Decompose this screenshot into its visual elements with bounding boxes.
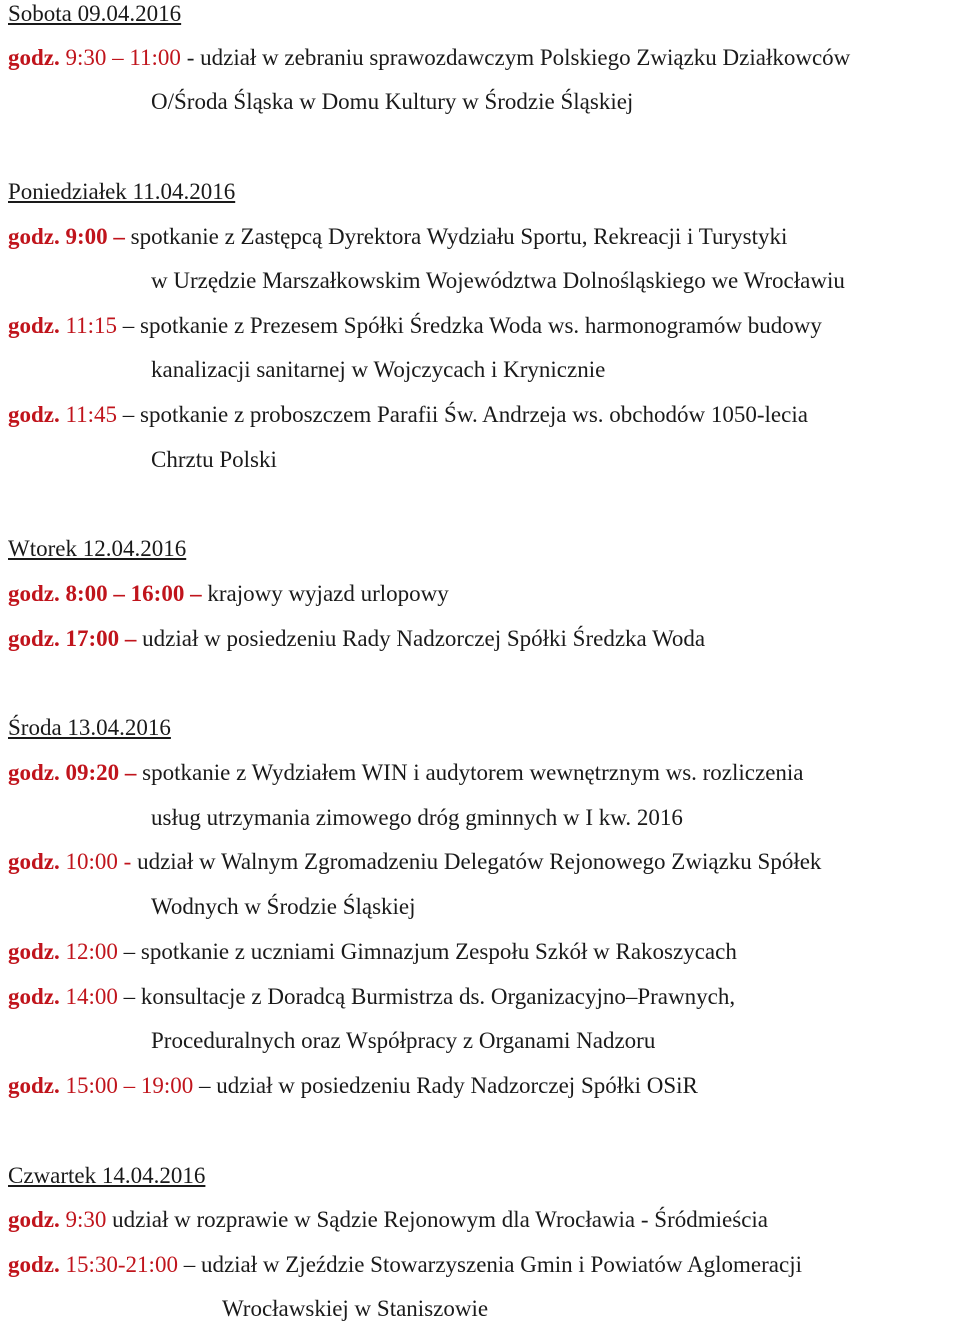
event-continuation: Wodnych w Środzie Śląskiej — [151, 894, 416, 919]
godz-label: godz. — [8, 402, 60, 427]
separator: - — [180, 45, 201, 70]
event-text: konsultacje z Doradcą Burmistrza ds. Organizacyjno–Prawnych, — [140, 984, 736, 1009]
event-line — [8, 627, 705, 650]
event-continuation: Proceduralnych oraz Współpracy z Organami Nadzoru — [151, 1028, 656, 1053]
event-line — [8, 761, 804, 784]
separator: – — [117, 402, 141, 427]
godz-label: godz. — [8, 1073, 60, 1098]
godz-label: godz. — [8, 581, 60, 606]
event-text: spotkanie z proboszczem Parafii Św. Andrzeja ws. obchodów 1050-lecia — [140, 402, 808, 427]
event-text: krajowy wyjazd urlopowy — [207, 581, 449, 606]
event-continuation: kanalizacji sanitarnej w Wojczycach i Krynicznie — [151, 357, 606, 382]
event-text: spotkanie z Zastępcą Dyrektora Wydziału Sportu, Rekreacji i Turystyki — [130, 224, 788, 249]
event-text: spotkanie z Wydziałem WIN i audytorem wewnętrznym ws. rozliczenia — [142, 760, 804, 785]
event-time: 9:30 – 11:00 — [65, 45, 181, 70]
separator: – — [117, 939, 141, 964]
separator: – — [177, 1252, 201, 1277]
event-line — [8, 985, 735, 1008]
event-text: udział w posiedzeniu Rady Nadzorczej Spółki OSiR — [216, 1073, 698, 1098]
event-time: 17:00 – — [65, 626, 137, 651]
event-text: spotkanie z Prezesem Spółki Średzka Woda ws. harmonogramów budowy — [140, 313, 822, 338]
godz-label: godz. — [8, 939, 60, 964]
event-time: 9:00 – — [65, 224, 125, 249]
event-continuation: w Urzędzie Marszałkowskim Województwa Dolnośląskiego we Wrocławiu — [151, 268, 845, 293]
event-time: 15:00 – 19:00 — [65, 1073, 194, 1098]
godz-label: godz. — [8, 626, 60, 651]
event-text: udział w posiedzeniu Rady Nadzorczej Spółki Średzka Woda — [142, 626, 706, 651]
event-line — [8, 1074, 698, 1097]
separator: – — [193, 1073, 217, 1098]
event-continuation: Chrztu Polski — [151, 447, 277, 472]
event-text: udział w Zjeździe Stowarzyszenia Gmin i Powiatów Aglomeracji — [200, 1252, 802, 1277]
event-line — [8, 582, 449, 605]
event-time: 10:00 - — [65, 849, 132, 874]
separator: – — [117, 313, 141, 338]
godz-label: godz. — [8, 1252, 60, 1277]
godz-label: godz. — [8, 1207, 60, 1232]
godz-label: godz. — [8, 224, 60, 249]
godz-label: godz. — [8, 984, 60, 1009]
event-text: udział w Walnym Zgromadzeniu Delegatów Rejonowego Związku Spółek — [137, 849, 822, 874]
event-time: 8:00 – 16:00 – — [65, 581, 202, 606]
event-time: 11:45 — [65, 402, 118, 427]
day-heading: Sobota 09.04.2016 — [8, 1, 182, 26]
event-time: 14:00 — [65, 984, 118, 1009]
event-continuation: O/Środa Śląska w Domu Kultury w Środzie Śląskiej — [151, 89, 634, 114]
event-time: 11:15 — [65, 313, 118, 338]
event-time: 9:30 — [65, 1207, 107, 1232]
event-line — [8, 225, 787, 248]
event-text: udział w zebraniu sprawozdawczym Polskiego Związku Działkowców — [200, 45, 851, 70]
event-line — [8, 850, 821, 873]
event-continuation: usług utrzymania zimowego dróg gminnych w I kw. 2016 — [151, 805, 683, 830]
day-heading: Środa 13.04.2016 — [8, 715, 171, 740]
event-text: udział w rozprawie w Sądzie Rejonowym dla Wrocławia - Śródmieścia — [112, 1207, 768, 1232]
day-heading: Czwartek 14.04.2016 — [8, 1163, 206, 1188]
event-line — [8, 46, 850, 69]
event-time: 15:30-21:00 — [65, 1252, 178, 1277]
event-line — [8, 1253, 802, 1276]
event-line — [8, 940, 737, 963]
godz-label: godz. — [8, 849, 60, 874]
event-line — [8, 1208, 768, 1231]
event-time: 09:20 – — [65, 760, 137, 785]
day-heading: Wtorek 12.04.2016 — [8, 536, 187, 561]
day-heading: Poniedziałek 11.04.2016 — [8, 179, 236, 204]
event-continuation: Wrocławskiej w Staniszowie — [222, 1296, 489, 1321]
event-text: spotkanie z uczniami Gimnazjum Zespołu Szkół w Rakoszycach — [140, 939, 737, 964]
event-line — [8, 314, 822, 337]
separator: – — [117, 984, 141, 1009]
godz-label: godz. — [8, 760, 60, 785]
godz-label: godz. — [8, 313, 60, 338]
godz-label: godz. — [8, 45, 60, 70]
event-time: 12:00 — [65, 939, 118, 964]
event-line — [8, 403, 808, 426]
